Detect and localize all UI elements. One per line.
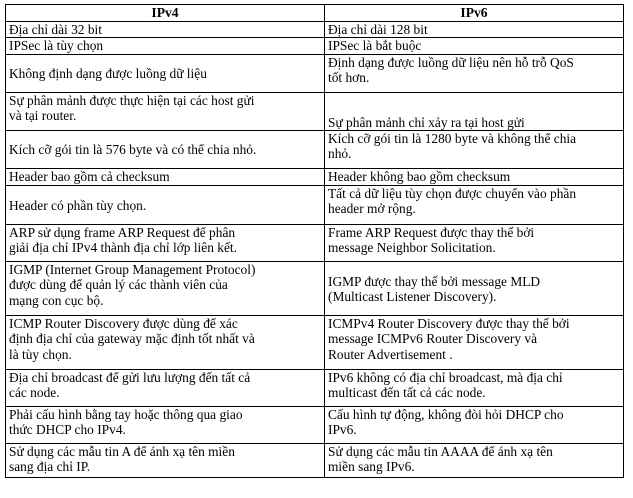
ipv4-cell: Sử dụng các mẫu tin A để ánh xạ tên miền sang địa chỉ IP.: [6, 444, 325, 478]
table-header: [6, 5, 624, 22]
ipv6-cell: Header không bao gồm checksum: [325, 169, 624, 186]
table-row: [6, 444, 624, 478]
table-row: [6, 262, 624, 316]
ipv4-cell: Phải cấu hình bằng tay hoặc thông qua giao thức DHCP cho IPv4.: [6, 407, 325, 444]
ipv4-cell: Địa chỉ dài 32 bit: [6, 22, 325, 38]
ipv6-cell: Địa chỉ dài 128 bit: [325, 22, 624, 38]
ipv6-cell: Sự phân mảnh chỉ xảy ra tại host gửi: [325, 93, 624, 131]
table-row: [6, 38, 624, 55]
table-row: [6, 186, 624, 225]
header-ipv4: IPv4: [6, 5, 325, 22]
ipv6-cell: Định dạng được luồng dữ liệu nên hỗ trỗ QoS tốt hơn.: [325, 55, 624, 93]
table-row: [6, 93, 624, 131]
table-row: [6, 55, 624, 93]
ipv4-ipv6-comparison-table: [5, 4, 624, 478]
ipv6-cell: ICMPv4 Router Discovery được thay thế bởi message ICMPv6 Router Discovery và Router Advertisement .: [325, 316, 624, 370]
ipv6-cell: IPSec là bắt buộc: [325, 38, 624, 55]
header-row: [6, 5, 624, 22]
ipv6-cell: IPv6 không có địa chỉ broadcast, mà địa chỉ multicast đến tất cả các node.: [325, 370, 624, 407]
ipv4-cell: Địa chỉ broadcast để gửi lưu lượng đến tất cả các node.: [6, 370, 325, 407]
table-row: [6, 131, 624, 169]
ipv4-cell: IGMP (Internet Group Management Protocol) được dùng để quản lý các thành viên của mạng con cục bộ.: [6, 262, 325, 316]
ipv4-cell: Không định dạng được luồng dữ liệu: [6, 55, 325, 93]
ipv4-cell: Header có phần tùy chọn.: [6, 186, 325, 225]
ipv6-cell: Frame ARP Request được thay thế bởi message Neighbor Solicitation.: [325, 225, 624, 262]
ipv6-cell: Sử dụng các mẫu tin AAAA để ánh xạ tên miền sang IPv6.: [325, 444, 624, 478]
ipv6-cell: Cấu hình tự động, không đòi hỏi DHCP cho IPv6.: [325, 407, 624, 444]
table-row: [6, 169, 624, 186]
ipv6-cell: IGMP được thay thế bởi message MLD (Multicast Listener Discovery).: [325, 262, 624, 316]
table-row: [6, 22, 624, 38]
table-row: [6, 225, 624, 262]
table-row: [6, 370, 624, 407]
ipv6-cell: Kích cỡ gói tin là 1280 byte và không thể chia nhỏ.: [325, 131, 624, 169]
ipv4-cell: Sự phân mảnh được thực hiện tại các host gửi và tại router.: [6, 93, 325, 131]
ipv4-cell: Kích cỡ gói tin là 576 byte và có thể chia nhỏ.: [6, 131, 325, 169]
table-body: [6, 22, 624, 478]
ipv4-cell: IPSec là tùy chọn: [6, 38, 325, 55]
ipv6-cell: Tất cả dữ liệu tùy chọn được chuyển vào phần header mở rộng.: [325, 186, 624, 225]
header-ipv6: IPv6: [325, 5, 624, 22]
ipv4-cell: ARP sử dụng frame ARP Request để phân giải địa chỉ IPv4 thành địa chỉ lớp liên kết.: [6, 225, 325, 262]
table-row: [6, 407, 624, 444]
ipv4-cell: Header bao gồm cả checksum: [6, 169, 325, 186]
table-row: [6, 316, 624, 370]
ipv4-cell: ICMP Router Discovery được dùng để xác định địa chỉ của gateway mặc định tốt nhất và là tùy chọn.: [6, 316, 325, 370]
